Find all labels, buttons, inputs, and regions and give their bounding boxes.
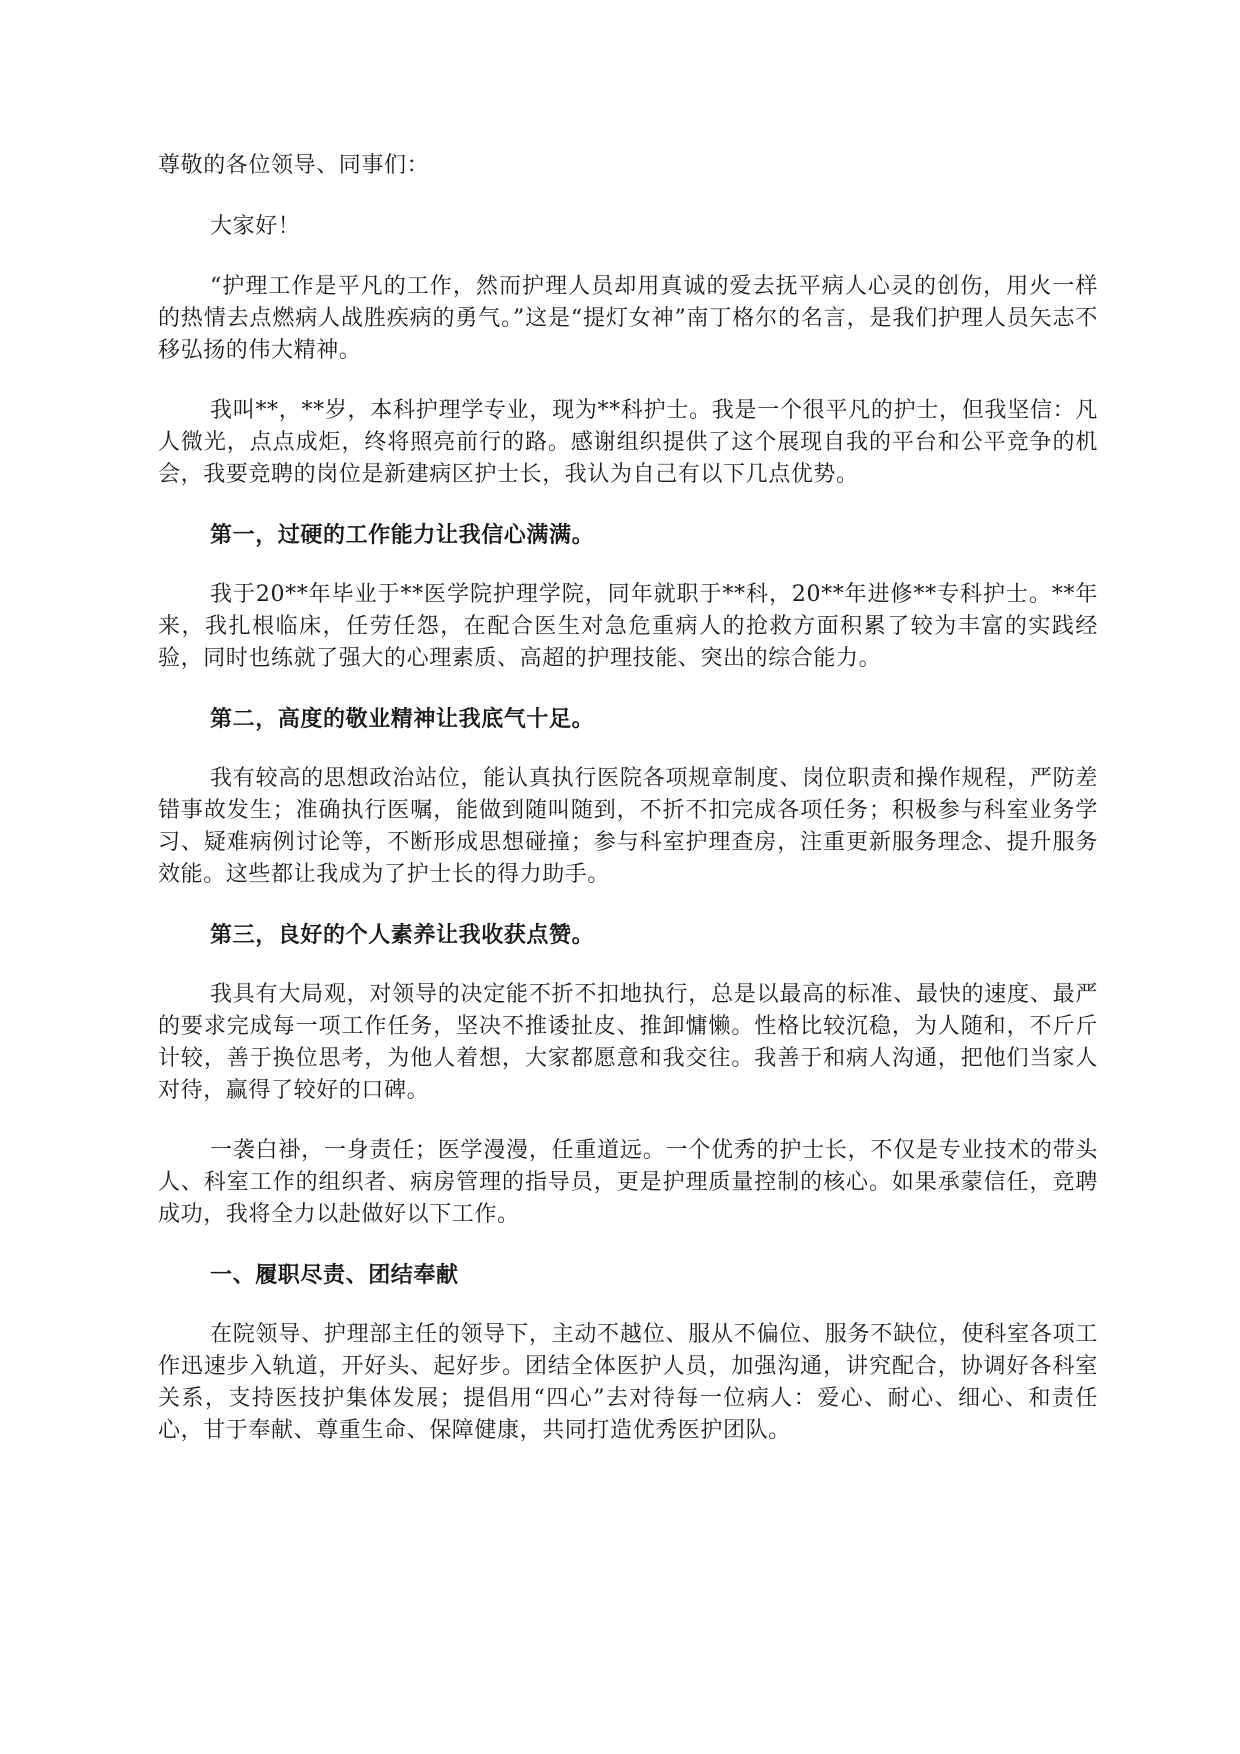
- paragraph-transition: 一袭白褂，一身责任；医学漫漫，任重道远。一个优秀的护士长，不仅是专业技术的带头人、科室工作的组织者、病房管理的指导员，更是护理质量控制的核心。如果承蒙信任，竞聘成功，我将全力以赴做好以下工作。: [158, 1138, 1098, 1227]
- document-body: [158, 150, 1098, 1475]
- heading-section-one: 一、履职尽责、团结奉献: [210, 1262, 459, 1288]
- paragraph-second: 我有较高的思想政治站位，能认真执行医院各项规章制度、岗位职责和操作规程，严防差错事故发生；准确执行医嘱，能做到随叫随到，不折不扣完成各项任务；积极参与科室业务学习、疑难病例讨论等，不断形成思想碰撞；参与科室护理查房，注重更新服务理念、提升服务效能。这些都让我成为了护士长的得力助手。: [158, 766, 1098, 887]
- paragraph-quote: “护理工作是平凡的工作，然而护理人员却用真诚的爱去抚平病人心灵的创伤，用火一样的热情去点燃病人战胜疾病的勇气。”这是“提灯女神”南丁格尔的名言，是我们护理人员矢志不移弘扬的伟大精神。: [158, 274, 1098, 363]
- paragraph-intro: 我叫**，**岁，本科护理学专业，现为**科护士。我是一个很平凡的护士，但我坚信：凡人微光，点点成炬，终将照亮前行的路。感谢组织提供了这个展现自我的平台和公平竞争的机会，我要竞聘的岗位是新建病区护士长，我认为自己有以下几点优势。: [158, 398, 1098, 487]
- heading-second: 第二，高度的敬业精神让我底气十足。: [210, 706, 595, 732]
- paragraph-first: 我于20**年毕业于**医学院护理学院，同年就职于**科，20**年进修**专科护士。**年来，我扎根临床，任劳任怨，在配合医生对急危重病人的抢救方面积累了较为丰富的实践经验，同时也练就了强大的心理素质、高超的护理技能、突出的综合能力。: [158, 582, 1098, 671]
- salutation: 尊敬的各位领导、同事们：: [158, 153, 430, 178]
- heading-first: 第一，过硬的工作能力让我信心满满。: [210, 522, 595, 548]
- paragraph-section-one: 在院领导、护理部主任的领导下，主动不越位、服从不偏位、服务不缺位，使科室各项工作迅速步入轨道，开好头、起好步。团结全体医护人员，加强沟通，讲究配合，协调好各科室关系，支持医技护集体发展；提倡用“四心”去对待每一位病人：爱心、耐心、细心、和责任心，甘于奉献、尊重生命、保障健康，共同打造优秀医护团队。: [158, 1322, 1098, 1443]
- paragraph-third: 我具有大局观，对领导的决定能不折不扣地执行，总是以最高的标准、最快的速度、最严的要求完成每一项工作任务，坚决不推诿扯皮、推卸慵懒。性格比较沉稳，为人随和，不斤斤计较，善于换位思考，为他人着想，大家都愿意和我交往。我善于和病人沟通，把他们当家人对待，赢得了较好的口碑。: [158, 982, 1098, 1103]
- greeting: 大家好！: [210, 214, 301, 239]
- heading-third: 第三，良好的个人素养让我收获点赞。: [210, 922, 595, 948]
